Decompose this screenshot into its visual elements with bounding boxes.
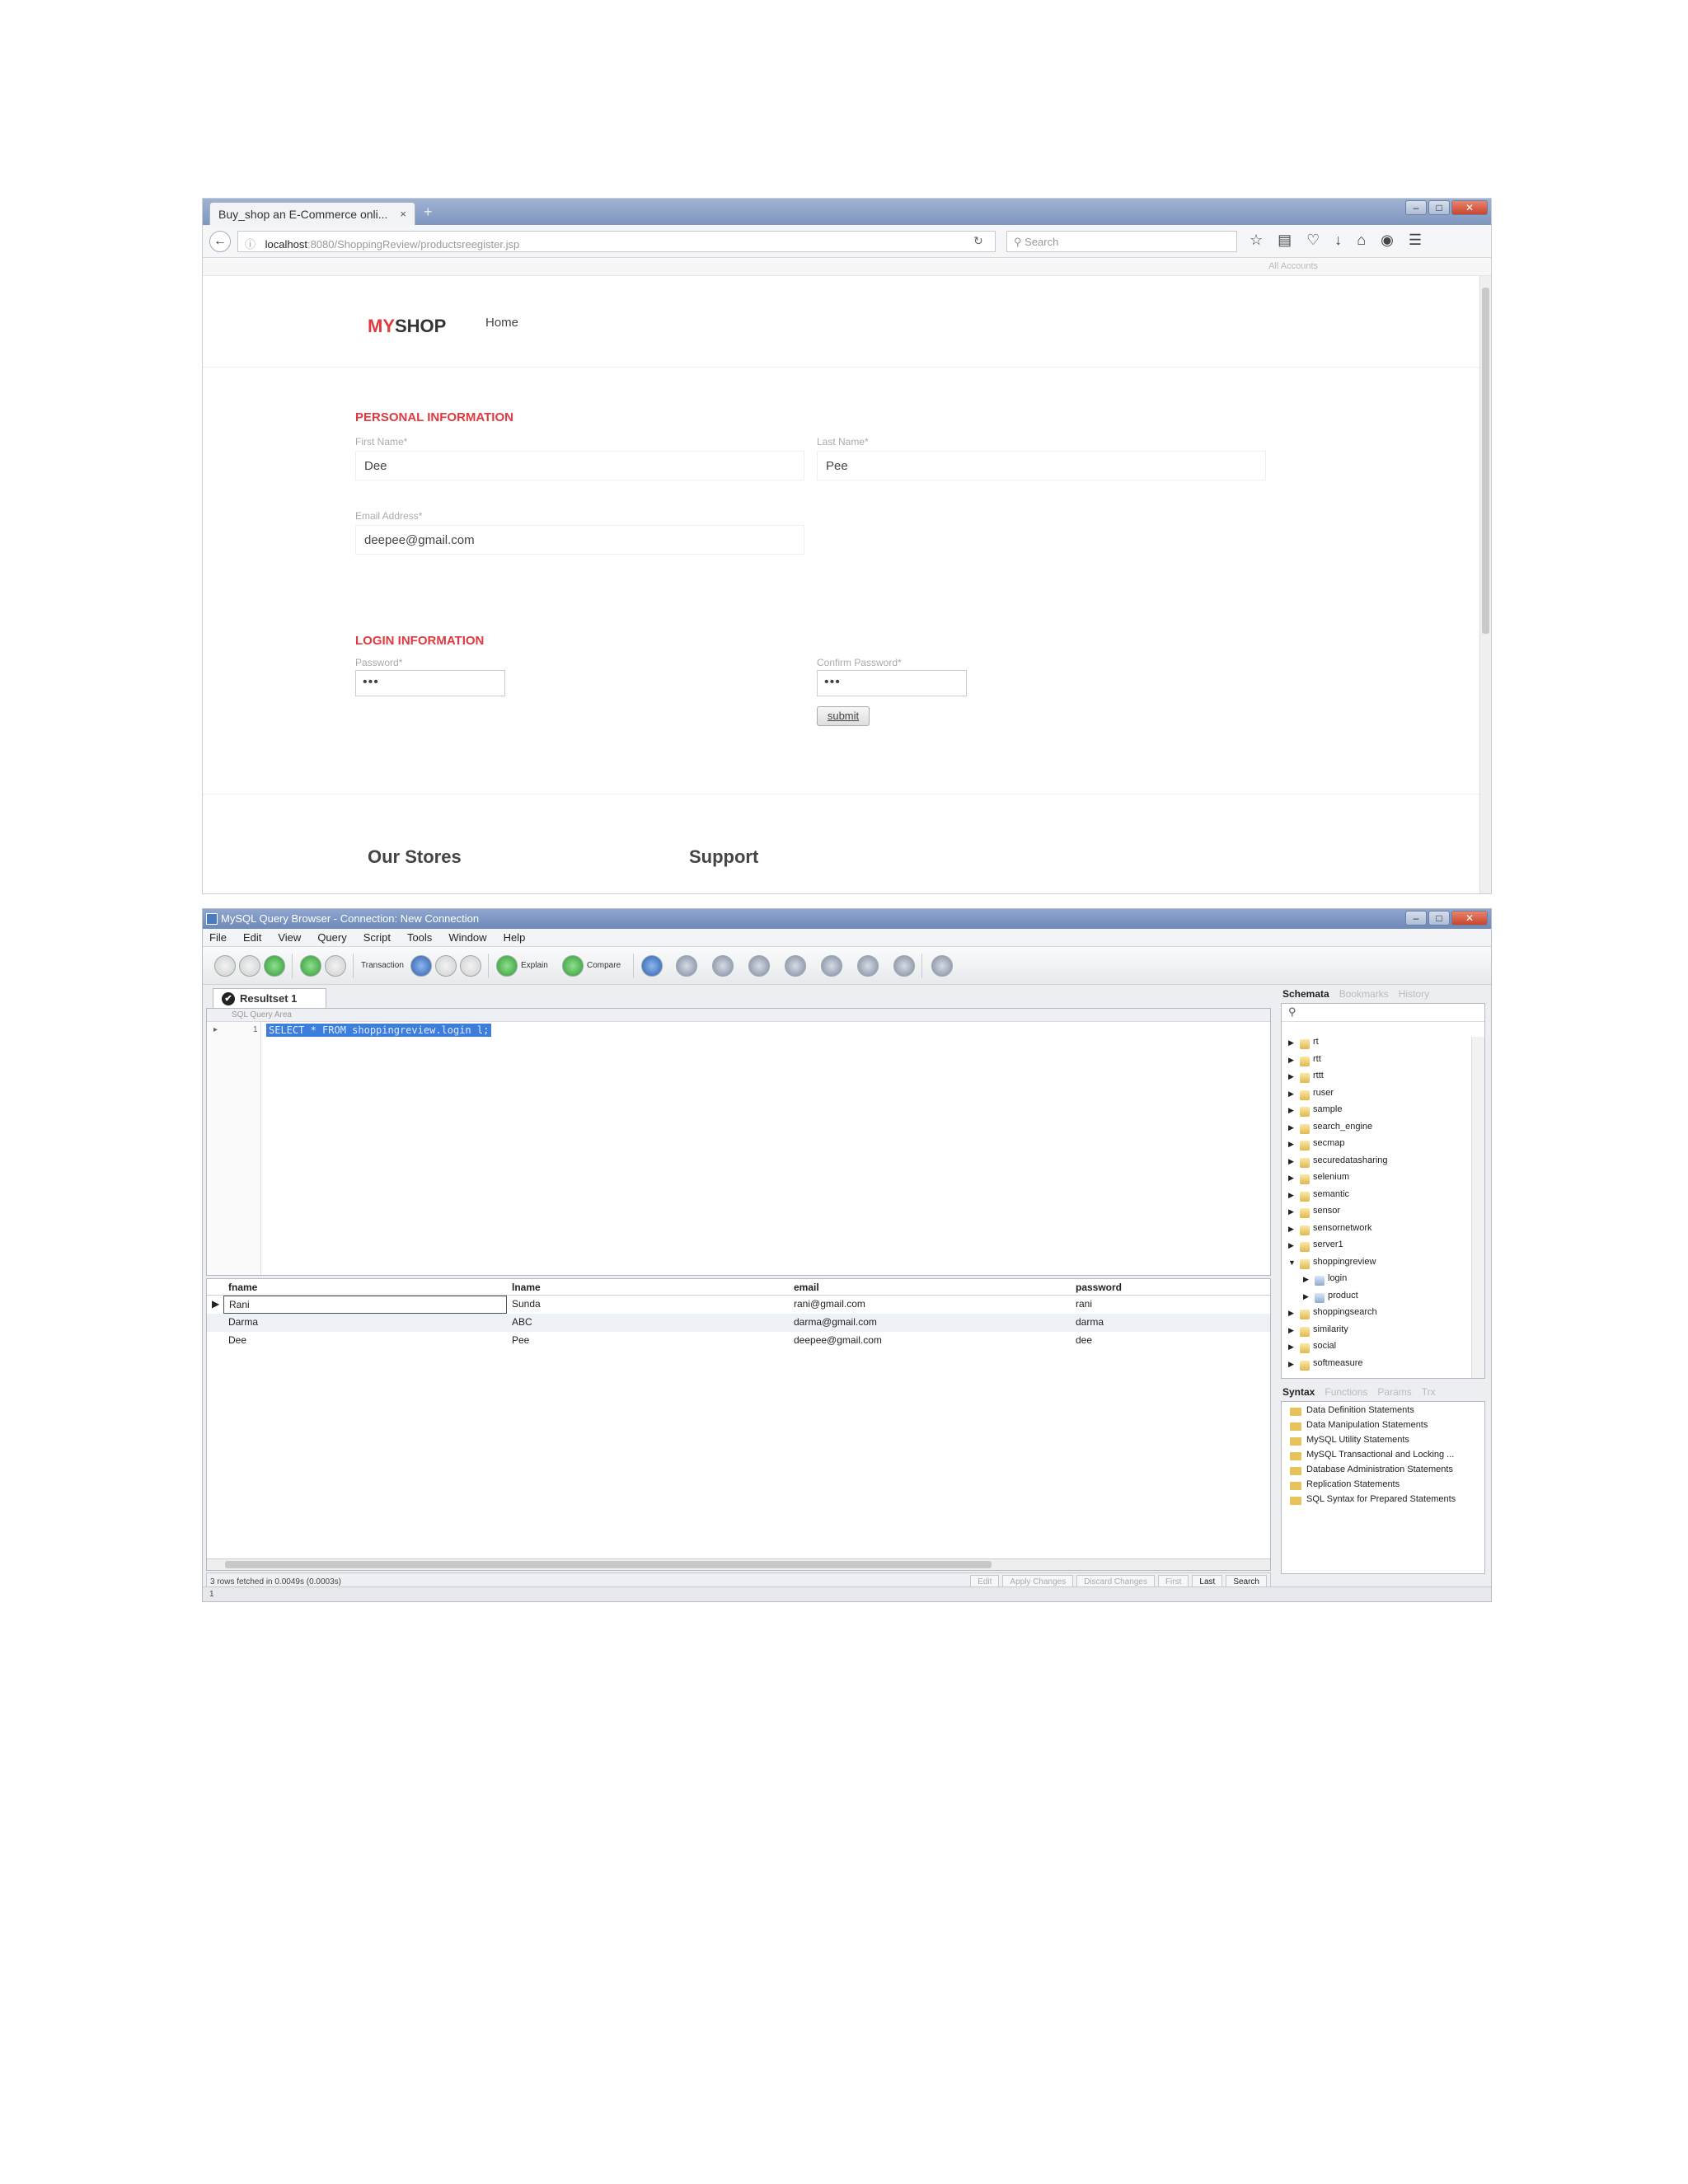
- folder-icon: [1290, 1408, 1301, 1416]
- rollback-icon[interactable]: [460, 955, 481, 977]
- database-icon: [1300, 1174, 1310, 1184]
- expand-arrow-icon[interactable]: ▶: [1288, 1140, 1294, 1148]
- toolbar-separator: [292, 954, 293, 978]
- close-button[interactable]: ✕: [1451, 200, 1488, 215]
- syntax-label: Database Administration Statements: [1306, 1465, 1453, 1474]
- schema-item[interactable]: [1282, 1088, 1470, 1105]
- last-button[interactable]: Last: [1192, 1575, 1222, 1588]
- tab-title: Buy_shop an E-Commerce onli...: [218, 208, 388, 221]
- personal-info-title: PERSONAL INFORMATION: [355, 410, 513, 424]
- table-row[interactable]: [207, 1314, 1270, 1332]
- schema-item[interactable]: [1282, 1054, 1470, 1071]
- password-label: Password*: [355, 657, 403, 668]
- maximize-button[interactable]: □: [1428, 200, 1450, 215]
- transaction-label: Transaction: [361, 961, 404, 970]
- schema-tree: [1282, 1037, 1470, 1375]
- compare-icon[interactable]: [562, 955, 584, 977]
- schema-item[interactable]: [1282, 1071, 1470, 1088]
- schema-label: shoppingreview: [1313, 1256, 1376, 1267]
- table-cell[interactable]: Sunda: [512, 1298, 541, 1310]
- syntax-label: Replication Statements: [1306, 1479, 1400, 1489]
- sql-editor[interactable]: [206, 1008, 1271, 1276]
- grid-header: [207, 1279, 1270, 1296]
- database-icon: [1300, 1039, 1310, 1049]
- database-icon: [1300, 1107, 1310, 1117]
- qb-menubar: [203, 929, 1491, 947]
- bookmark-bar: [203, 258, 1491, 276]
- back-icon[interactable]: [214, 955, 236, 977]
- commit-icon[interactable]: [435, 955, 457, 977]
- refresh-icon[interactable]: [264, 955, 285, 977]
- rows-fetched-status: 3 rows fetched in 0.0049s (0.0003s): [210, 1577, 341, 1586]
- execute-icon[interactable]: [300, 955, 321, 977]
- scrollbar-thumb[interactable]: [1482, 288, 1489, 634]
- schema-item[interactable]: [1282, 1138, 1470, 1155]
- explain-label[interactable]: Explain: [521, 961, 548, 970]
- folder-icon: [1290, 1497, 1301, 1505]
- schemata-panel: [1281, 1003, 1485, 1379]
- browser-toolbar: [1250, 232, 1422, 249]
- menu-window[interactable]: Window: [448, 931, 487, 944]
- syntax-label: Data Definition Statements: [1306, 1405, 1414, 1415]
- database-icon: [1300, 1226, 1310, 1235]
- syntax-panel: [1281, 1401, 1485, 1574]
- row-indicator: [207, 1314, 223, 1332]
- submit-button[interactable]: submit: [817, 706, 870, 726]
- app-icon: [206, 913, 218, 925]
- database-icon: [1300, 1343, 1310, 1353]
- globe-where-icon[interactable]: [857, 955, 879, 977]
- expand-arrow-icon[interactable]: ▶: [1288, 1359, 1294, 1368]
- syntax-item[interactable]: [1282, 1479, 1484, 1494]
- line-marker-icon: ▸: [213, 1025, 218, 1034]
- schema-label: sensornetwork: [1313, 1222, 1372, 1233]
- tab-bookmarks[interactable]: Bookmarks: [1339, 988, 1389, 1000]
- globe-select-icon[interactable]: [676, 955, 697, 977]
- schema-item[interactable]: [1282, 1189, 1470, 1207]
- search-icon: ⚲: [1014, 236, 1022, 248]
- menu-tools[interactable]: Tools: [406, 931, 433, 944]
- header-divider: [203, 367, 1479, 368]
- schema-item[interactable]: [1282, 1307, 1470, 1324]
- syntax-label: MySQL Utility Statements: [1306, 1435, 1409, 1445]
- last-name-field[interactable]: Pee: [817, 451, 1266, 480]
- syntax-label: MySQL Transactional and Locking ...: [1306, 1450, 1455, 1460]
- syntax-item[interactable]: [1282, 1450, 1484, 1465]
- table-cell[interactable]: Pee: [512, 1334, 530, 1346]
- globe-having-icon[interactable]: [931, 955, 953, 977]
- menu-icon[interactable]: ☰: [1408, 232, 1423, 248]
- menu-file[interactable]: File: [209, 931, 227, 944]
- schema-label: social: [1313, 1341, 1337, 1351]
- table-cell[interactable]: rani: [1076, 1298, 1093, 1310]
- browser-navbar: [203, 225, 1491, 258]
- email-label: Email Address*: [355, 510, 423, 522]
- schema-label: secmap: [1313, 1138, 1345, 1148]
- footer-support-heading: Support: [689, 846, 759, 867]
- syntax-label: SQL Syntax for Prepared Statements: [1306, 1494, 1456, 1504]
- toolbar-separator: [633, 954, 634, 978]
- first-name-field[interactable]: Dee: [355, 451, 804, 480]
- table-cell[interactable]: dee: [1076, 1334, 1093, 1346]
- nav-home-link[interactable]: Home: [485, 316, 519, 330]
- column-header-password[interactable]: password: [1076, 1282, 1123, 1293]
- qb-title: MySQL Query Browser - Connection: New Connection: [221, 912, 480, 925]
- globe-group-icon[interactable]: [893, 955, 915, 977]
- expand-arrow-icon[interactable]: ▶: [1303, 1291, 1309, 1301]
- schema-label: securedatasharing: [1313, 1155, 1388, 1165]
- expand-arrow-icon[interactable]: ▶: [1288, 1089, 1294, 1098]
- schema-item[interactable]: [1282, 1324, 1470, 1342]
- page-content: [203, 276, 1491, 894]
- menu-edit[interactable]: Edit: [242, 931, 262, 944]
- site-logo[interactable]: [368, 316, 446, 337]
- schema-label: selenium: [1313, 1172, 1350, 1182]
- schema-label: server1: [1313, 1240, 1343, 1249]
- line-number: 1: [253, 1025, 258, 1034]
- schema-item[interactable]: [1282, 1358, 1470, 1376]
- url-bar[interactable]: [237, 231, 996, 252]
- expand-arrow-icon[interactable]: ▶: [1288, 1072, 1294, 1080]
- database-icon: [1300, 1192, 1310, 1202]
- sql-gutter: [207, 1022, 261, 1275]
- reload-icon[interactable]: ↻: [973, 234, 983, 247]
- table-cell[interactable]: darma@gmail.com: [794, 1316, 877, 1328]
- table-icon: [1315, 1293, 1325, 1303]
- home-icon[interactable]: ⌂: [1357, 232, 1367, 248]
- toolbar-separator: [921, 954, 922, 978]
- schema-item[interactable]: [1282, 1122, 1470, 1139]
- database-icon: [1300, 1073, 1310, 1083]
- explain-icon[interactable]: [496, 955, 518, 977]
- url-host: localhost: [265, 238, 307, 251]
- browser-window: [202, 198, 1492, 894]
- confirm-password-label: Confirm Password*: [817, 657, 902, 668]
- menu-help[interactable]: Help: [503, 931, 526, 944]
- table-label: product: [1328, 1290, 1358, 1301]
- toolbar-separator: [353, 954, 354, 978]
- confirm-password-field[interactable]: •••: [817, 670, 967, 696]
- pocket-icon[interactable]: ♡: [1306, 232, 1320, 248]
- logo-dark-part: SHOP: [395, 316, 447, 336]
- tab-close-icon[interactable]: ×: [400, 208, 406, 220]
- column-header-lname[interactable]: lname: [512, 1282, 541, 1293]
- expand-arrow-icon[interactable]: ▶: [1288, 1122, 1294, 1132]
- row-indicator-header: [207, 1279, 223, 1295]
- syntax-tabs: [1278, 1383, 1490, 1401]
- tab-functions[interactable]: Functions: [1325, 1386, 1368, 1398]
- schema-label: softmeasure: [1313, 1357, 1363, 1368]
- schema-item-expanded[interactable]: [1282, 1257, 1470, 1274]
- table-cell[interactable]: darma: [1076, 1316, 1104, 1328]
- stop-icon[interactable]: [325, 955, 346, 977]
- folder-icon: [1290, 1422, 1301, 1431]
- schema-item[interactable]: [1282, 1037, 1470, 1054]
- bottom-indicator: 1: [209, 1590, 214, 1599]
- logo-red-part: MY: [368, 316, 395, 336]
- database-icon: [1300, 1057, 1310, 1066]
- database-icon: [1300, 1124, 1310, 1134]
- schema-search-input[interactable]: [1282, 1004, 1484, 1022]
- sql-area-header: SQL Query Area: [207, 1009, 1270, 1022]
- schema-item[interactable]: [1282, 1223, 1470, 1240]
- login-info-title: LOGIN INFORMATION: [355, 634, 485, 648]
- tab-schemata[interactable]: Schemata: [1282, 988, 1329, 1000]
- globe-insert-icon[interactable]: [712, 955, 734, 977]
- qb-titlebar: [203, 909, 1491, 929]
- bookmark-item[interactable]: All Accounts: [1268, 261, 1318, 271]
- schema-label: search_engine: [1313, 1121, 1373, 1132]
- qb-close-button[interactable]: ✕: [1451, 911, 1488, 926]
- database-icon: [1300, 1158, 1310, 1168]
- bookmark-star-icon[interactable]: ☆: [1250, 232, 1264, 248]
- search-placeholder: Search: [1025, 236, 1059, 248]
- schema-label: sensor: [1313, 1206, 1341, 1216]
- back-arrow-icon[interactable]: ←: [209, 231, 231, 252]
- globe-delete-icon[interactable]: [785, 955, 806, 977]
- expand-arrow-icon[interactable]: ▶: [1288, 1325, 1294, 1334]
- history-icon[interactable]: [641, 955, 663, 977]
- forward-icon[interactable]: [239, 955, 260, 977]
- schema-item[interactable]: [1282, 1206, 1470, 1223]
- window-controls: [1405, 200, 1488, 215]
- table-item[interactable]: [1282, 1291, 1470, 1308]
- database-icon: [1300, 1090, 1310, 1100]
- url-path: :8080/ShoppingReview/productsreegister.jsp: [307, 238, 520, 251]
- menu-view[interactable]: View: [278, 931, 302, 944]
- table-cell[interactable]: Dee: [228, 1334, 247, 1346]
- schema-label: ruser: [1313, 1087, 1334, 1098]
- tab-trx[interactable]: Trx: [1421, 1386, 1436, 1398]
- tab-syntax[interactable]: Syntax: [1282, 1386, 1315, 1398]
- discard-changes-button[interactable]: Discard Changes: [1076, 1575, 1155, 1588]
- database-icon: [1300, 1327, 1310, 1337]
- globe-update-icon[interactable]: [748, 955, 770, 977]
- schema-item[interactable]: [1282, 1341, 1470, 1358]
- password-field[interactable]: •••: [355, 670, 505, 696]
- schema-label: rtt: [1313, 1053, 1321, 1064]
- collapse-arrow-icon[interactable]: ▼: [1288, 1258, 1296, 1267]
- syntax-item[interactable]: [1282, 1465, 1484, 1479]
- qb-minimize-button[interactable]: –: [1405, 911, 1427, 926]
- email-field[interactable]: deepee@gmail.com: [355, 525, 804, 555]
- browser-titlebar: [203, 199, 1491, 225]
- table-label: login: [1328, 1273, 1348, 1283]
- schema-item[interactable]: [1282, 1104, 1470, 1122]
- first-name-label: First Name*: [355, 436, 408, 448]
- column-header-fname[interactable]: fname: [228, 1282, 258, 1293]
- edit-button[interactable]: Edit: [970, 1575, 999, 1588]
- schema-label: rttt: [1313, 1071, 1324, 1080]
- syntax-item[interactable]: [1282, 1435, 1484, 1450]
- qb-window-controls: [1405, 911, 1488, 926]
- browser-tab[interactable]: [209, 202, 415, 225]
- expand-arrow-icon[interactable]: ▶: [1288, 1156, 1294, 1165]
- syntax-item[interactable]: [1282, 1405, 1484, 1420]
- syntax-item[interactable]: [1282, 1494, 1484, 1509]
- table-item[interactable]: [1282, 1273, 1470, 1291]
- schema-label: semantic: [1313, 1188, 1350, 1199]
- qb-main-pane: [203, 985, 1276, 1585]
- new-tab-icon[interactable]: +: [424, 204, 433, 220]
- table-cell[interactable]: Rani: [223, 1296, 507, 1314]
- schema-label: sample: [1313, 1104, 1343, 1114]
- folder-icon: [1290, 1482, 1301, 1490]
- qb-bottom-bar: [203, 1586, 1491, 1601]
- expand-arrow-icon[interactable]: ▶: [1288, 1174, 1294, 1182]
- tab-history[interactable]: History: [1398, 988, 1430, 1000]
- qb-side-pane: [1278, 985, 1490, 1585]
- last-name-label: Last Name*: [817, 436, 869, 448]
- database-icon: [1300, 1310, 1310, 1319]
- database-icon: [1300, 1242, 1310, 1252]
- database-icon: [1300, 1141, 1310, 1151]
- compare-label[interactable]: Compare: [587, 961, 621, 970]
- syntax-label: Data Manipulation Statements: [1306, 1420, 1428, 1430]
- apply-changes-button[interactable]: Apply Changes: [1002, 1575, 1073, 1588]
- current-row-arrow-icon: ▶: [212, 1298, 220, 1310]
- schemata-tabs: [1278, 985, 1490, 1003]
- search-icon: ⚲: [1288, 1005, 1296, 1018]
- expand-arrow-icon[interactable]: ▶: [1288, 1190, 1294, 1199]
- qb-maximize-button[interactable]: □: [1428, 911, 1450, 926]
- schema-label: rt: [1313, 1037, 1319, 1047]
- database-icon: [1300, 1361, 1310, 1371]
- expand-arrow-icon[interactable]: ▶: [1288, 1343, 1294, 1351]
- folder-icon: [1290, 1467, 1301, 1475]
- sync-icon[interactable]: ◉: [1381, 232, 1394, 248]
- database-icon: [1300, 1259, 1310, 1269]
- syntax-item[interactable]: [1282, 1420, 1484, 1435]
- column-header-email[interactable]: email: [794, 1282, 819, 1293]
- resultset-tab[interactable]: [213, 988, 326, 1008]
- horizontal-scrollbar[interactable]: [207, 1558, 1270, 1570]
- sql-query-text[interactable]: SELECT * FROM shoppingreview.login l;: [266, 1024, 491, 1037]
- table-cell[interactable]: Darma: [228, 1316, 259, 1328]
- schema-label: similarity: [1313, 1324, 1348, 1334]
- expand-arrow-icon[interactable]: ▶: [1288, 1038, 1294, 1047]
- expand-arrow-icon[interactable]: ▶: [1288, 1309, 1294, 1317]
- minimize-button[interactable]: –: [1405, 200, 1427, 215]
- table-cell[interactable]: deepee@gmail.com: [794, 1334, 882, 1346]
- footer-stores-heading: Our Stores: [368, 846, 462, 867]
- schema-scrollbar[interactable]: [1471, 1037, 1484, 1378]
- table-cell[interactable]: rani@gmail.com: [794, 1298, 865, 1310]
- search-input[interactable]: [1006, 231, 1237, 252]
- transaction-start-icon[interactable]: [410, 955, 432, 977]
- table-cell[interactable]: ABC: [512, 1316, 532, 1328]
- table-icon: [1315, 1276, 1325, 1286]
- resultset-icon: ✔: [222, 992, 235, 1005]
- menu-script[interactable]: Script: [363, 931, 391, 944]
- folder-icon: [1290, 1437, 1301, 1446]
- query-browser-window: [202, 908, 1492, 1602]
- row-indicator: [207, 1332, 223, 1350]
- expand-arrow-icon[interactable]: ▶: [1288, 1207, 1294, 1216]
- expand-arrow-icon[interactable]: ▶: [1303, 1275, 1309, 1283]
- tab-params[interactable]: Params: [1377, 1386, 1412, 1398]
- result-grid: [206, 1278, 1271, 1571]
- menu-query[interactable]: Query: [317, 931, 347, 944]
- download-icon[interactable]: ↓: [1334, 232, 1343, 248]
- globe-join-icon[interactable]: [821, 955, 842, 977]
- table-row[interactable]: [207, 1332, 1270, 1350]
- schema-item[interactable]: [1282, 1155, 1470, 1173]
- info-icon: ⓘ: [245, 238, 256, 251]
- expand-arrow-icon[interactable]: ▶: [1288, 1055, 1294, 1064]
- expand-arrow-icon[interactable]: ▶: [1288, 1106, 1294, 1114]
- scrollbar-thumb[interactable]: [225, 1561, 992, 1568]
- folder-icon: [1290, 1452, 1301, 1460]
- expand-arrow-icon[interactable]: ▶: [1288, 1224, 1294, 1233]
- search-button[interactable]: Search: [1226, 1575, 1267, 1588]
- reading-list-icon[interactable]: ▤: [1278, 232, 1292, 248]
- schema-item[interactable]: [1282, 1172, 1470, 1189]
- first-button[interactable]: First: [1158, 1575, 1189, 1588]
- schema-item[interactable]: [1282, 1240, 1470, 1257]
- table-row[interactable]: [207, 1296, 1270, 1314]
- database-icon: [1300, 1208, 1310, 1218]
- vertical-scrollbar[interactable]: [1479, 276, 1491, 894]
- toolbar-separator: [488, 954, 489, 978]
- qb-toolbar: [203, 947, 1491, 985]
- expand-arrow-icon[interactable]: ▶: [1288, 1241, 1294, 1249]
- resultset-tab-label: Resultset 1: [240, 992, 298, 1005]
- schema-label: shoppingsearch: [1313, 1307, 1377, 1317]
